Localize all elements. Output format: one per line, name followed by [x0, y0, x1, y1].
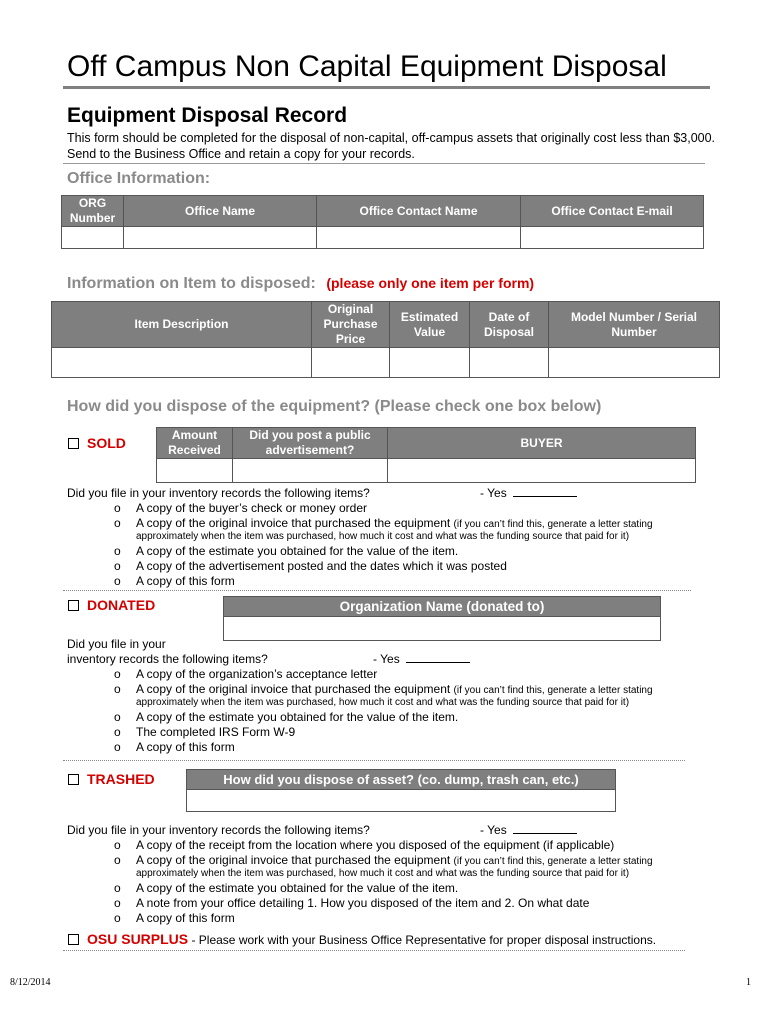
osu-surplus-checkbox[interactable] — [68, 934, 79, 945]
amount-received-field[interactable] — [157, 459, 233, 483]
disposal-method-field[interactable] — [187, 790, 616, 812]
donated-yes — [373, 652, 470, 666]
trashed-table — [186, 769, 616, 812]
list-item: o A copy of this form — [114, 740, 235, 754]
list-item: o A copy of this form — [114, 911, 235, 925]
list-item: o A copy of the original invoice that purchased the equipment (if you can’t find this, generate a letter stating — [114, 516, 653, 530]
list-item: o A copy of the estimate you obtained for the value of the item. — [114, 544, 459, 558]
sold-question: Did you file in your inventory records the following items? — [67, 486, 370, 500]
list-item: o A copy of the buyer’s check or money order — [114, 501, 368, 515]
list-item: o A copy of the organization’s acceptance letter — [114, 667, 378, 681]
donated-label: DONATED — [87, 597, 156, 613]
form-subtitle: Equipment Disposal Record — [67, 104, 348, 127]
model-serial-number-field[interactable] — [549, 348, 720, 378]
sold-checkbox[interactable] — [68, 438, 79, 449]
footer-date: 8/12/2014 — [10, 977, 51, 988]
public-advertisement-field[interactable] — [233, 459, 388, 483]
page-number: 1 — [746, 977, 751, 988]
donated-yes-blank[interactable] — [406, 652, 470, 663]
col-org-number: ORG Number — [62, 196, 124, 227]
col-disposal-method: How did you dispose of asset? (co. dump, trash can, etc.) — [187, 770, 616, 790]
item-info-table — [51, 301, 720, 378]
original-purchase-price-field[interactable] — [312, 348, 390, 378]
item-info-heading-text: Information on Item to disposed: — [67, 275, 316, 292]
invoice-note-continued: approximately when the item was purchased, how much it cost and what was the funding source that paid for it) — [136, 697, 630, 708]
office-info-heading: Office Information: — [67, 170, 211, 187]
donated-question-line1: Did you file in your — [67, 637, 166, 651]
col-organization-name: Organization Name (donated to) — [224, 597, 661, 617]
office-info-table — [61, 195, 704, 249]
trashed-option[interactable] — [68, 771, 155, 787]
list-item: o The completed IRS Form W-9 — [114, 725, 296, 739]
sold-table — [156, 427, 696, 483]
osu-surplus-option[interactable] — [68, 931, 656, 947]
org-number-field[interactable] — [62, 227, 124, 249]
invoice-note-continued: approximately when the item was purchased, how much it cost and what was the funding source that paid for it) — [136, 531, 630, 542]
col-original-purchase-price: Original Purchase Price — [312, 302, 390, 348]
buyer-field[interactable] — [388, 459, 696, 483]
col-public-advertisement: Did you post a public advertisement? — [233, 428, 388, 459]
col-estimated-value: Estimated Value — [390, 302, 470, 348]
col-date-of-disposal: Date of Disposal — [470, 302, 549, 348]
estimated-value-field[interactable] — [390, 348, 470, 378]
list-item: o A copy of this form — [114, 574, 235, 588]
section-divider — [63, 950, 685, 951]
list-item: o A copy of the estimate you obtained for the value of the item. — [114, 881, 459, 895]
sold-yes — [480, 486, 577, 500]
trashed-yes-blank[interactable] — [513, 823, 577, 834]
donated-option[interactable] — [68, 597, 155, 613]
sold-label: SOLD — [87, 435, 126, 451]
office-contact-name-field[interactable] — [317, 227, 521, 249]
section-divider — [63, 760, 685, 761]
office-name-field[interactable] — [124, 227, 317, 249]
col-amount-received: Amount Received — [157, 428, 233, 459]
col-office-contact-name: Office Contact Name — [317, 196, 521, 227]
list-item: o A copy of the estimate you obtained for the value of the item. — [114, 710, 459, 724]
col-office-name: Office Name — [124, 196, 317, 227]
invoice-note-continued: approximately when the item was purchased, how much it cost and what was the funding source that paid for it) — [136, 868, 630, 879]
osu-surplus-text: - Please work with your Business Office Representative for proper disposal instructions. — [188, 933, 657, 947]
donated-table — [223, 596, 661, 641]
trashed-yes — [480, 823, 577, 837]
list-item: o A copy of the advertisement posted and the dates which it was posted — [114, 559, 507, 573]
donated-checkbox[interactable] — [68, 600, 79, 611]
intro-divider — [63, 163, 705, 164]
item-info-note: (please only one item per form) — [326, 275, 535, 291]
list-item: o A note from your office detailing 1. How you disposed of the item and 2. On what date — [114, 896, 590, 910]
col-item-description: Item Description — [52, 302, 312, 348]
list-item: o A copy of the receipt from the location where you disposed of the equipment (if applicable) — [114, 838, 615, 852]
donated-yes-label: - Yes — [373, 652, 400, 666]
page-title: Off Campus Non Capital Equipment Disposal — [67, 50, 667, 83]
item-info-heading — [67, 275, 534, 293]
sold-option[interactable] — [68, 435, 126, 451]
trashed-question: Did you file in your inventory records the following items? — [67, 823, 370, 837]
title-divider — [63, 86, 710, 89]
osu-surplus-label: OSU SURPLUS — [87, 931, 189, 947]
sold-yes-label: - Yes — [480, 486, 507, 500]
office-contact-email-field[interactable] — [521, 227, 704, 249]
trashed-yes-label: - Yes — [480, 823, 507, 837]
intro-text: This form should be completed for the disposal of non-capital, off-campus assets that originally cost less than $3,000. Send to the Business Office and retain a copy for your records. — [67, 131, 716, 161]
sold-yes-blank[interactable] — [513, 486, 577, 497]
organization-name-field[interactable] — [224, 617, 661, 641]
dispose-heading: How did you dispose of the equipment? (Please check one box below) — [67, 398, 602, 415]
donated-question-line2: inventory records the following items? — [67, 652, 268, 666]
trashed-checkbox[interactable] — [68, 774, 79, 785]
list-item: o A copy of the original invoice that purchased the equipment (if you can’t find this, generate a letter stating — [114, 853, 653, 867]
trashed-label: TRASHED — [87, 771, 155, 787]
date-of-disposal-field[interactable] — [470, 348, 549, 378]
list-item: o A copy of the original invoice that purchased the equipment (if you can’t find this, generate a letter stating — [114, 682, 653, 696]
section-divider — [63, 590, 691, 591]
item-description-field[interactable] — [52, 348, 312, 378]
col-buyer: BUYER — [388, 428, 696, 459]
col-model-serial-number: Model Number / Serial Number — [549, 302, 720, 348]
col-office-contact-email: Office Contact E-mail — [521, 196, 704, 227]
